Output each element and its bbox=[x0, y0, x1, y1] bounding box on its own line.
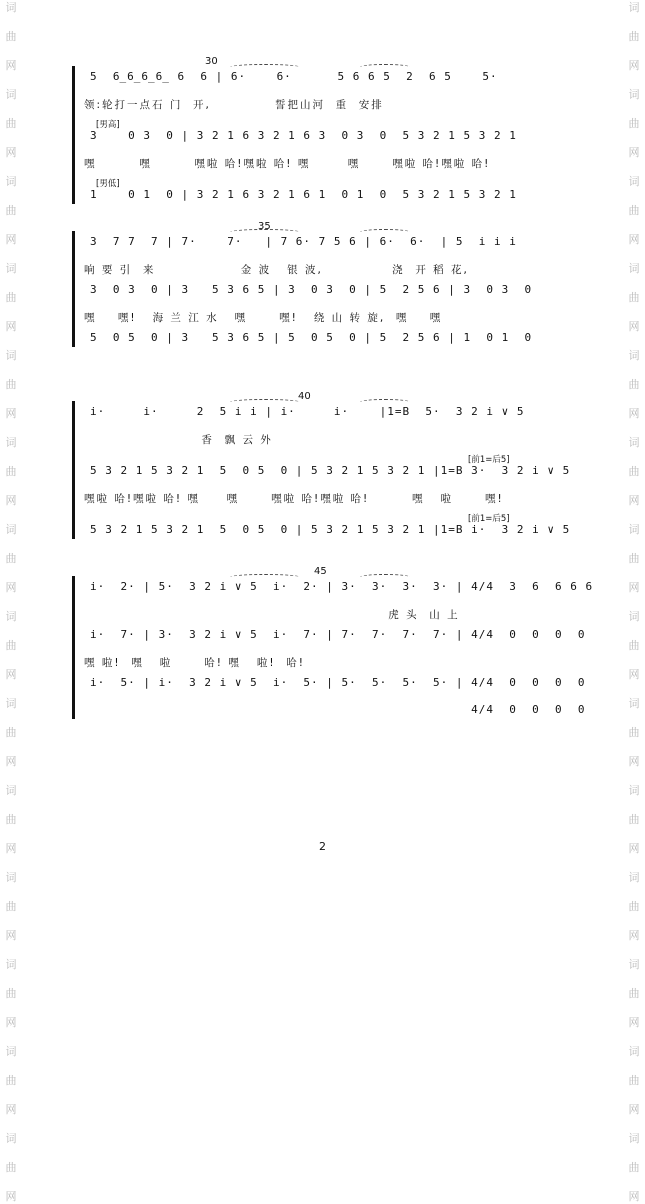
watermark-char: 词 bbox=[5, 871, 17, 884]
watermark-char: 网 bbox=[5, 755, 17, 768]
lyrics-row: 领:轮打一点石 门 开, 誓把山河 重 安排 bbox=[84, 99, 384, 111]
watermark-char: 词 bbox=[628, 175, 640, 188]
watermark-char: 网 bbox=[628, 1190, 640, 1203]
watermark-char: 曲 bbox=[628, 726, 640, 739]
watermark-char: 词 bbox=[5, 610, 17, 623]
watermark-char: 词 bbox=[628, 262, 640, 275]
watermark-char: 词 bbox=[5, 436, 17, 449]
watermark-char: 词 bbox=[5, 784, 17, 797]
notation-row: 3 0 3 0 | 3 2 1 6 3 2 1 6 3 0 3 0 5 3 2 1 5 3 2 1 bbox=[90, 129, 517, 142]
watermark-char: 网 bbox=[628, 668, 640, 681]
notation-row: 1 0 1 0 | 3 2 1 6 3 2 1 6 1 0 1 0 5 3 2 1 5 3 2 1 bbox=[90, 188, 517, 201]
watermark-char: 曲 bbox=[628, 987, 640, 1000]
watermark-char: 词 bbox=[628, 784, 640, 797]
watermark-char: 曲 bbox=[628, 117, 640, 130]
bar-number: 35 bbox=[258, 221, 271, 232]
slur-mark bbox=[360, 64, 410, 70]
watermark-char: 词 bbox=[628, 958, 640, 971]
watermark-char: 词 bbox=[5, 958, 17, 971]
watermark-char: 词 bbox=[628, 1045, 640, 1058]
watermark-char: 网 bbox=[628, 1103, 640, 1116]
watermark-char: 曲 bbox=[628, 639, 640, 652]
watermark-char: 曲 bbox=[628, 813, 640, 826]
watermark-char: 词 bbox=[628, 1132, 640, 1145]
system-bracket bbox=[72, 576, 75, 719]
slur-mark bbox=[360, 399, 410, 405]
watermark-char: 曲 bbox=[5, 639, 17, 652]
watermark-char: 词 bbox=[628, 436, 640, 449]
watermark-char: 曲 bbox=[628, 378, 640, 391]
watermark-char: 网 bbox=[5, 146, 17, 159]
notation-row: 5 3 2 1 5 3 2 1 5 0 5 0 | 5 3 2 1 5 3 2 1 |1=B 3· 3 2 i ∨ 5 bbox=[90, 464, 571, 477]
notation-row: i· 5· | i· 3 2 i ∨ 5 i· 5· | 5· 5· 5· 5· | 4/4 0 0 0 0 bbox=[90, 676, 586, 689]
notation-row: i· i· 2 5 i i | i· i· |1=B 5· 3 2 i ∨ 5 bbox=[90, 405, 525, 418]
watermark-char: 词 bbox=[628, 610, 640, 623]
slur-mark bbox=[230, 229, 300, 235]
watermark-char: 网 bbox=[628, 581, 640, 594]
watermark-char: 网 bbox=[628, 929, 640, 942]
watermark-char: 曲 bbox=[628, 900, 640, 913]
notation-row: 5 6̲6̲6̲6̲ 6 6 | 6· 6· 5 6 6 5 2 6 5 5· bbox=[90, 70, 498, 83]
watermark-char: 网 bbox=[628, 494, 640, 507]
part-label: [男高] bbox=[96, 120, 120, 130]
watermark-char: 网 bbox=[5, 59, 17, 72]
bar-number: 30 bbox=[205, 56, 218, 67]
slur-mark bbox=[360, 574, 410, 580]
lyrics-row: 虎 头 山 上 bbox=[84, 609, 460, 621]
watermark-char: 曲 bbox=[5, 117, 17, 130]
watermark-char: 词 bbox=[5, 175, 17, 188]
watermark-char: 网 bbox=[5, 494, 17, 507]
watermark-char: 曲 bbox=[628, 30, 640, 43]
system-bracket bbox=[72, 66, 75, 204]
watermark-char: 网 bbox=[628, 755, 640, 768]
watermark-char: 词 bbox=[5, 1045, 17, 1058]
watermark-char: 词 bbox=[5, 1, 17, 14]
notation-row: 3 7 7 7 | 7· 7· | 7 6· 7 5 6 | 6· 6· | 5 i i i bbox=[90, 235, 517, 248]
slur-mark bbox=[360, 229, 410, 235]
watermark-char: 词 bbox=[628, 871, 640, 884]
watermark-char: 网 bbox=[628, 59, 640, 72]
lyrics-row: 嘿 嘿! 海 兰 江 水 嘿 嘿! 绕 山 转 旋, 嘿 嘿 bbox=[84, 312, 443, 324]
watermark-char: 网 bbox=[5, 407, 17, 420]
key-change-label: [前1=后5] bbox=[468, 514, 510, 524]
watermark-char: 曲 bbox=[628, 204, 640, 217]
lyrics-row: 响 要 引 来 金 波 银 波, 浇 开 稻 花, bbox=[84, 264, 469, 276]
watermark-char: 网 bbox=[628, 842, 640, 855]
watermark-char: 网 bbox=[5, 1016, 17, 1029]
notation-row: i· 2· | 5· 3 2 i ∨ 5 i· 2· | 3· 3· 3· 3· | 4/4 3 6 6 6 6 bbox=[90, 580, 594, 593]
key-change-label: [前1=后5] bbox=[468, 455, 510, 465]
lyrics-row: 嘿啦 哈!嘿啦 哈! 嘿 嘿 嘿啦 哈!嘿啦 哈! 嘿 啦 嘿! bbox=[84, 493, 504, 505]
watermark-char: 曲 bbox=[628, 291, 640, 304]
watermark-char: 网 bbox=[5, 581, 17, 594]
watermark-char: 词 bbox=[5, 523, 17, 536]
watermark-char: 曲 bbox=[5, 552, 17, 565]
notation-row: 5 0 5 0 | 3 5 3 6 5 | 5 0 5 0 | 5 2 5 6 | 1 0 1 0 bbox=[90, 331, 533, 344]
watermark-char: 词 bbox=[628, 697, 640, 710]
watermark-char: 曲 bbox=[5, 813, 17, 826]
watermark-char: 词 bbox=[5, 262, 17, 275]
slur-mark bbox=[230, 64, 300, 70]
system-bracket bbox=[72, 401, 75, 539]
notation-row: 4/4 0 0 0 0 bbox=[90, 703, 586, 716]
part-label: [男低] bbox=[96, 179, 120, 189]
watermark-char: 曲 bbox=[5, 465, 17, 478]
watermark-char: 网 bbox=[5, 233, 17, 246]
watermark-char: 词 bbox=[628, 88, 640, 101]
watermark-char: 曲 bbox=[628, 465, 640, 478]
watermark-char: 词 bbox=[5, 697, 17, 710]
watermark-char: 网 bbox=[5, 842, 17, 855]
watermark-char: 曲 bbox=[628, 1161, 640, 1174]
watermark-char: 曲 bbox=[5, 987, 17, 1000]
watermark-char: 网 bbox=[5, 929, 17, 942]
watermark-char: 网 bbox=[628, 320, 640, 333]
system-bracket bbox=[72, 231, 75, 347]
bar-number: 40 bbox=[298, 391, 311, 402]
watermark-char: 网 bbox=[628, 146, 640, 159]
watermark-char: 词 bbox=[5, 1132, 17, 1145]
watermark-char: 网 bbox=[5, 668, 17, 681]
watermark-char: 网 bbox=[5, 1190, 17, 1203]
watermark-char: 曲 bbox=[5, 900, 17, 913]
watermark-char: 曲 bbox=[628, 552, 640, 565]
watermark-char: 曲 bbox=[5, 1161, 17, 1174]
watermark-char: 网 bbox=[628, 233, 640, 246]
watermark-char: 词 bbox=[5, 88, 17, 101]
page-number: 2 bbox=[319, 840, 326, 853]
lyrics-row: 嘿 嘿 嘿啦 哈!嘿啦 哈! 嘿 嘿 嘿啦 哈!嘿啦 哈! bbox=[84, 158, 491, 170]
watermark-char: 词 bbox=[5, 349, 17, 362]
watermark-char: 网 bbox=[5, 320, 17, 333]
watermark-char: 曲 bbox=[5, 378, 17, 391]
watermark-char: 曲 bbox=[5, 204, 17, 217]
notation-row: 3 0 3 0 | 3 5 3 6 5 | 3 0 3 0 | 5 2 5 6 | 3 0 3 0 bbox=[90, 283, 533, 296]
watermark-char: 词 bbox=[628, 349, 640, 362]
watermark-char: 曲 bbox=[628, 1074, 640, 1087]
watermark-char: 网 bbox=[5, 1103, 17, 1116]
watermark-char: 曲 bbox=[5, 291, 17, 304]
lyrics-row: 嘿 啦! 嘿 啦 哈! 嘿 啦! 哈! bbox=[84, 657, 305, 669]
bar-number: 45 bbox=[314, 566, 327, 577]
slur-mark bbox=[230, 399, 300, 405]
lyrics-row: 香 飘 云 外 bbox=[84, 434, 273, 446]
watermark-char: 曲 bbox=[5, 726, 17, 739]
notation-row: 5 3 2 1 5 3 2 1 5 0 5 0 | 5 3 2 1 5 3 2 1 |1=B i· 3 2 i ∨ 5 bbox=[90, 523, 571, 536]
watermark-char: 网 bbox=[628, 1016, 640, 1029]
slur-mark bbox=[230, 574, 300, 580]
watermark-char: 曲 bbox=[5, 30, 17, 43]
watermark-char: 网 bbox=[628, 407, 640, 420]
watermark-char: 词 bbox=[628, 1, 640, 14]
watermark-char: 词 bbox=[628, 523, 640, 536]
watermark-char: 曲 bbox=[5, 1074, 17, 1087]
notation-row: i· 7· | 3· 3 2 i ∨ 5 i· 7· | 7· 7· 7· 7· | 4/4 0 0 0 0 bbox=[90, 628, 586, 641]
